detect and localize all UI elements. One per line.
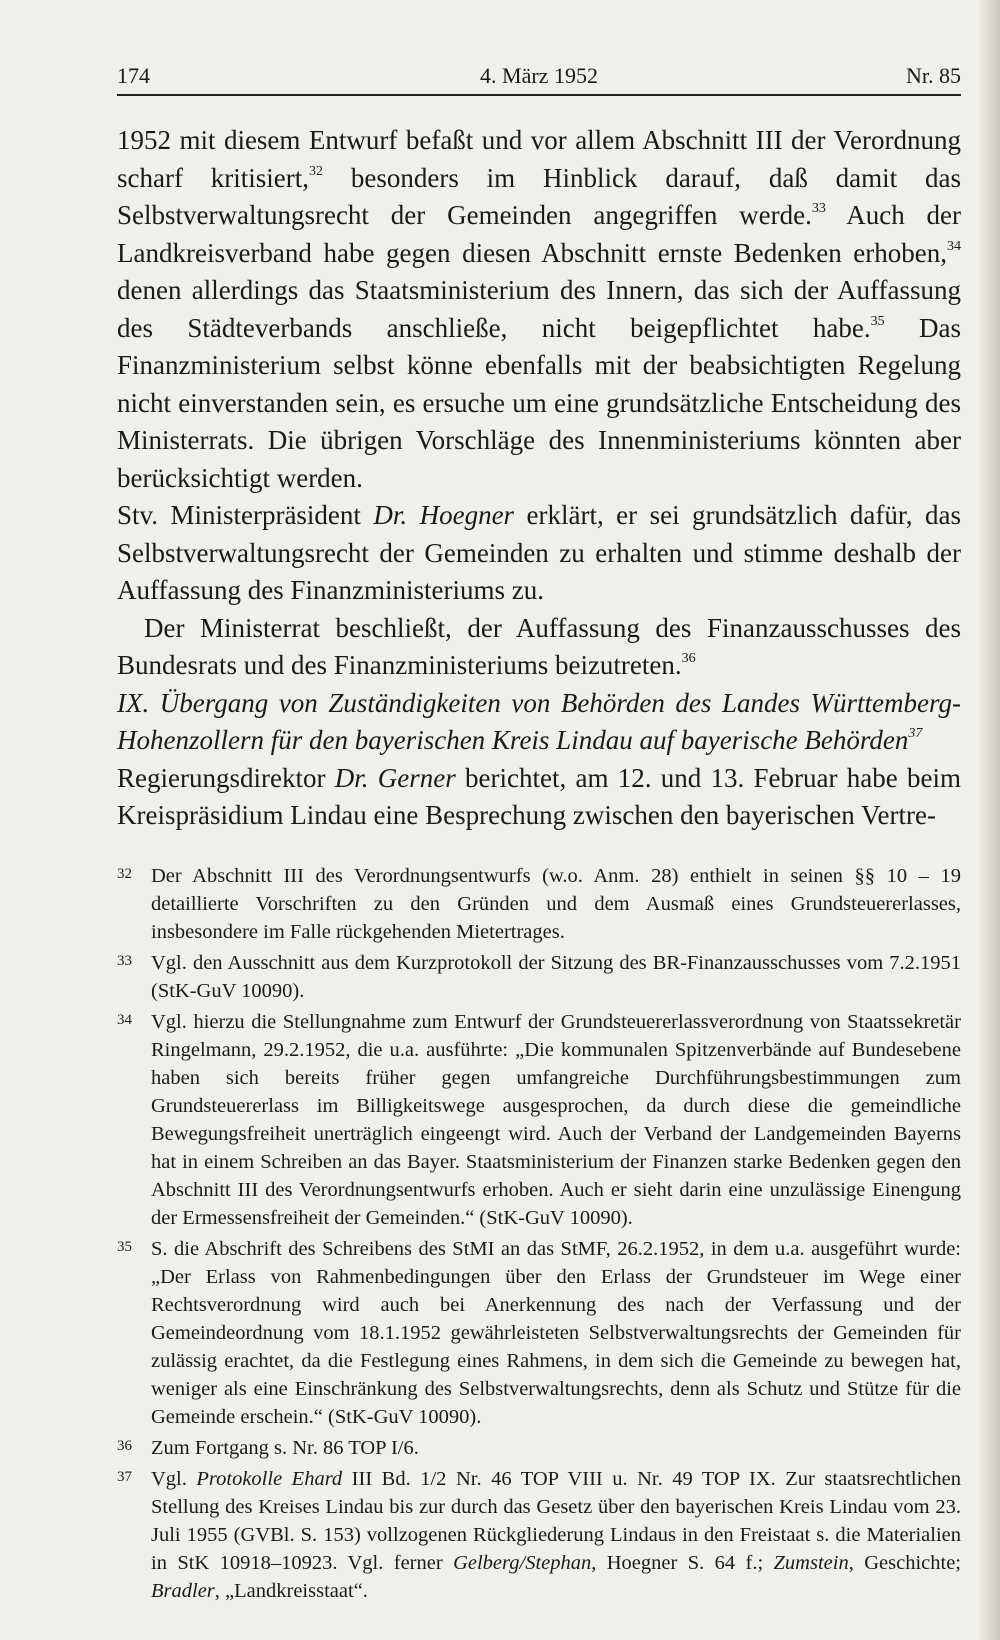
footnotes	[117, 862, 961, 1608]
footnote-number: 32	[117, 866, 132, 882]
text-run: , Geschichte;	[848, 1552, 961, 1574]
text-run: Auch der Landkreisverband habe gegen diesen Abschnitt ernste Bedenken erhoben,	[117, 200, 961, 268]
text-run: denen allerdings das Staatsministerium des Innern, das sich der Auffassung des Städteverbands anschließe, nicht beigepflichtet habe.	[117, 275, 961, 343]
page-edge-shadow	[978, 0, 1000, 1640]
footnote-ref-32[interactable]: 32	[309, 163, 324, 179]
footnote-number: 36	[117, 1438, 132, 1454]
footnote-text: Vgl. hierzu die Stellungnahme zum Entwurf der Grundsteuererlassverordnung von Staatssekretär Ringelmann, 29.2.1952, die u.a. ausführte: „Die kommunalen Spitzenverbände auf Bundesebene haben sich bereits früher gegen umfangreiche Durchführungsbestimmungen zum Grundsteuererlass im Billigkeitswege ausgesprochen, da durch diese die gemeindliche Bewegungsfreiheit unerträglich eingeengt wird. Auch der Verband der Landgemeinden Bayerns hat in einem Schreiben an das Bayer. Staatsministerium der Finanzen starke Bedenken gegen den Abschnitt III des Verordnungsentwurfs erhoben. Auch er sieht darin eine unzulässige Einengung der Ermessensfreiheit der Gemeinden.“ (StK-GuV 10090).	[151, 1011, 961, 1229]
citation-zumstein: Zumstein	[773, 1552, 849, 1574]
paragraph-4	[117, 760, 961, 835]
text-run: Das Finanzministerium selbst könne ebenfalls mit der beabsichtigten Regelung nicht einverstanden sein, es ersuche um eine grundsätzliche Entscheidung des Ministerrats. Die übrigen Vorschläge des Innenministeriums könnten aber berücksichtigt werden.	[117, 312, 962, 493]
document-number: Nr. 85	[906, 63, 961, 88]
text-run: Vgl.	[151, 1468, 197, 1490]
footnote-number: 35	[117, 1239, 132, 1255]
footnote-37	[117, 1465, 961, 1605]
paragraph-1	[117, 122, 961, 497]
title-dr: Dr.	[334, 762, 369, 793]
footnote-ref-34[interactable]: 34	[947, 238, 961, 254]
footnote-number: 34	[117, 1012, 132, 1028]
text-run: , Hoegner S. 64 f.;	[591, 1552, 774, 1574]
footnote-text: Der Abschnitt III des Verordnungsentwurfs (w.o. Anm. 28) enthielt in seinen §§ 10 – 19 detaillierte Vorschriften zu den Gründen und dem Ausmaß eines Grundsteuererlasses, insbesondere im Falle rückgehenden Mietertrages.	[151, 865, 961, 943]
text-run: erklärt, er sei grundsätzlich dafür, das Selbstverwaltungsrecht der Gemeinden zu erhalten und stimme deshalb der Auffassung des Finanzministeriums zu.	[117, 500, 961, 605]
running-head	[117, 58, 961, 96]
header-date: 4. März 1952	[480, 63, 598, 88]
text-run: Der Ministerrat beschließt, der Auffassung des Finanzausschusses des Bundesrats und des Finanzministeriums beizutreten.	[117, 612, 961, 680]
citation-bradler: Bradler	[151, 1580, 215, 1602]
body-text	[117, 122, 961, 835]
footnote-text: Zum Fortgang s. Nr. 86 TOP I/6.	[151, 1437, 419, 1459]
person-name: Gerner	[377, 762, 456, 793]
footnote-text: Vgl. den Ausschnitt aus dem Kurzprotokoll der Sitzung des BR-Finanzausschusses vom 7.2.1951 (StK-GuV 10090).	[151, 952, 961, 1002]
main-content	[117, 58, 961, 835]
citation-gelberg-stephan: Gelberg/Stephan	[453, 1552, 592, 1574]
footnote-ref-36[interactable]: 36	[681, 651, 696, 666]
footnote-ref-35[interactable]: 35	[870, 313, 885, 329]
footnote-36	[117, 1434, 961, 1462]
text-run: berichtet, am 12. und 13. Februar habe beim Kreispräsidium Lindau eine Besprechung zwischen den bayerischen Vertre-	[117, 762, 962, 830]
footnote-35	[117, 1235, 961, 1431]
text-run: Regierungsdirektor	[117, 762, 335, 793]
section-heading	[117, 685, 961, 760]
text-run: besonders im Hinblick darauf, daß damit das Selbstverwaltungsrecht der Gemeinden angegriffen werde.	[117, 162, 961, 230]
text-run: , „Landkreisstaat“.	[214, 1580, 368, 1602]
footnote-number: 37	[117, 1469, 132, 1485]
footnote-34	[117, 1008, 961, 1232]
footnote-ref-33[interactable]: 33	[811, 201, 826, 216]
paragraph-2	[117, 497, 961, 610]
footnote-text: S. die Abschrift des Schreibens des StMI an das StMF, 26.2.1952, in dem u.a. ausgeführt wurde: „Der Erlass von Rahmenbedingungen über den Erlass der Grundsteuer im Wege einer Rechtsverordnung wird auch bei Anerkennung des nach der Verfassung und der Gemeindeordnung vom 18.1.1952 gewährleisteten Selbstverwaltungsrechts der Gemeinden für zulässig erachtet, da die Festlegung eines Rahmens, in dem sich die Gemeinde zu bewegen hat, weniger als eine Einschränkung des Selbstverwaltungsrechts, denn als Schutz und Stütze für die Gemeinde erschein.“ (StK-GuV 10090).	[151, 1238, 961, 1428]
footnote-ref-37[interactable]: 37	[908, 726, 923, 741]
footnote-number: 33	[117, 953, 132, 969]
title-dr: Dr.	[373, 500, 408, 530]
citation-protokolle: Protokolle Ehard	[196, 1468, 343, 1490]
person-name: Hoegner	[419, 500, 515, 530]
text-run: Stv. Ministerpräsident	[117, 500, 374, 530]
section-title: IX. Übergang von Zuständigkeiten von Behörden des Landes Württemberg-Hohenzollern für den bayerischen Kreis Lindau auf bayerische Behörden	[117, 687, 961, 755]
footnote-32	[117, 862, 961, 946]
footnote-text	[151, 1468, 961, 1602]
paragraph-3	[117, 610, 961, 685]
text-run: 1952 mit diesem Entwurf befaßt und vor allem Abschnitt III der Verordnung scharf kritisiert,	[117, 125, 961, 193]
text-run: III Bd. 1/2 Nr. 46 TOP VIII u. Nr. 49 TOP IX. Zur staatsrechtlichen Stellung des Kreises Lindau bis zur durch das Gesetz über den bayerischen Kreis Lindau vom 23. Juli 1955 (GVBl. S. 153) vollzogenen Rückgliederung Lindaus in den Freistaat s. die Materialien in StK 10918–10923. Vgl. ferner	[151, 1468, 961, 1574]
footnote-33	[117, 949, 961, 1005]
page-number: 174	[117, 63, 150, 88]
